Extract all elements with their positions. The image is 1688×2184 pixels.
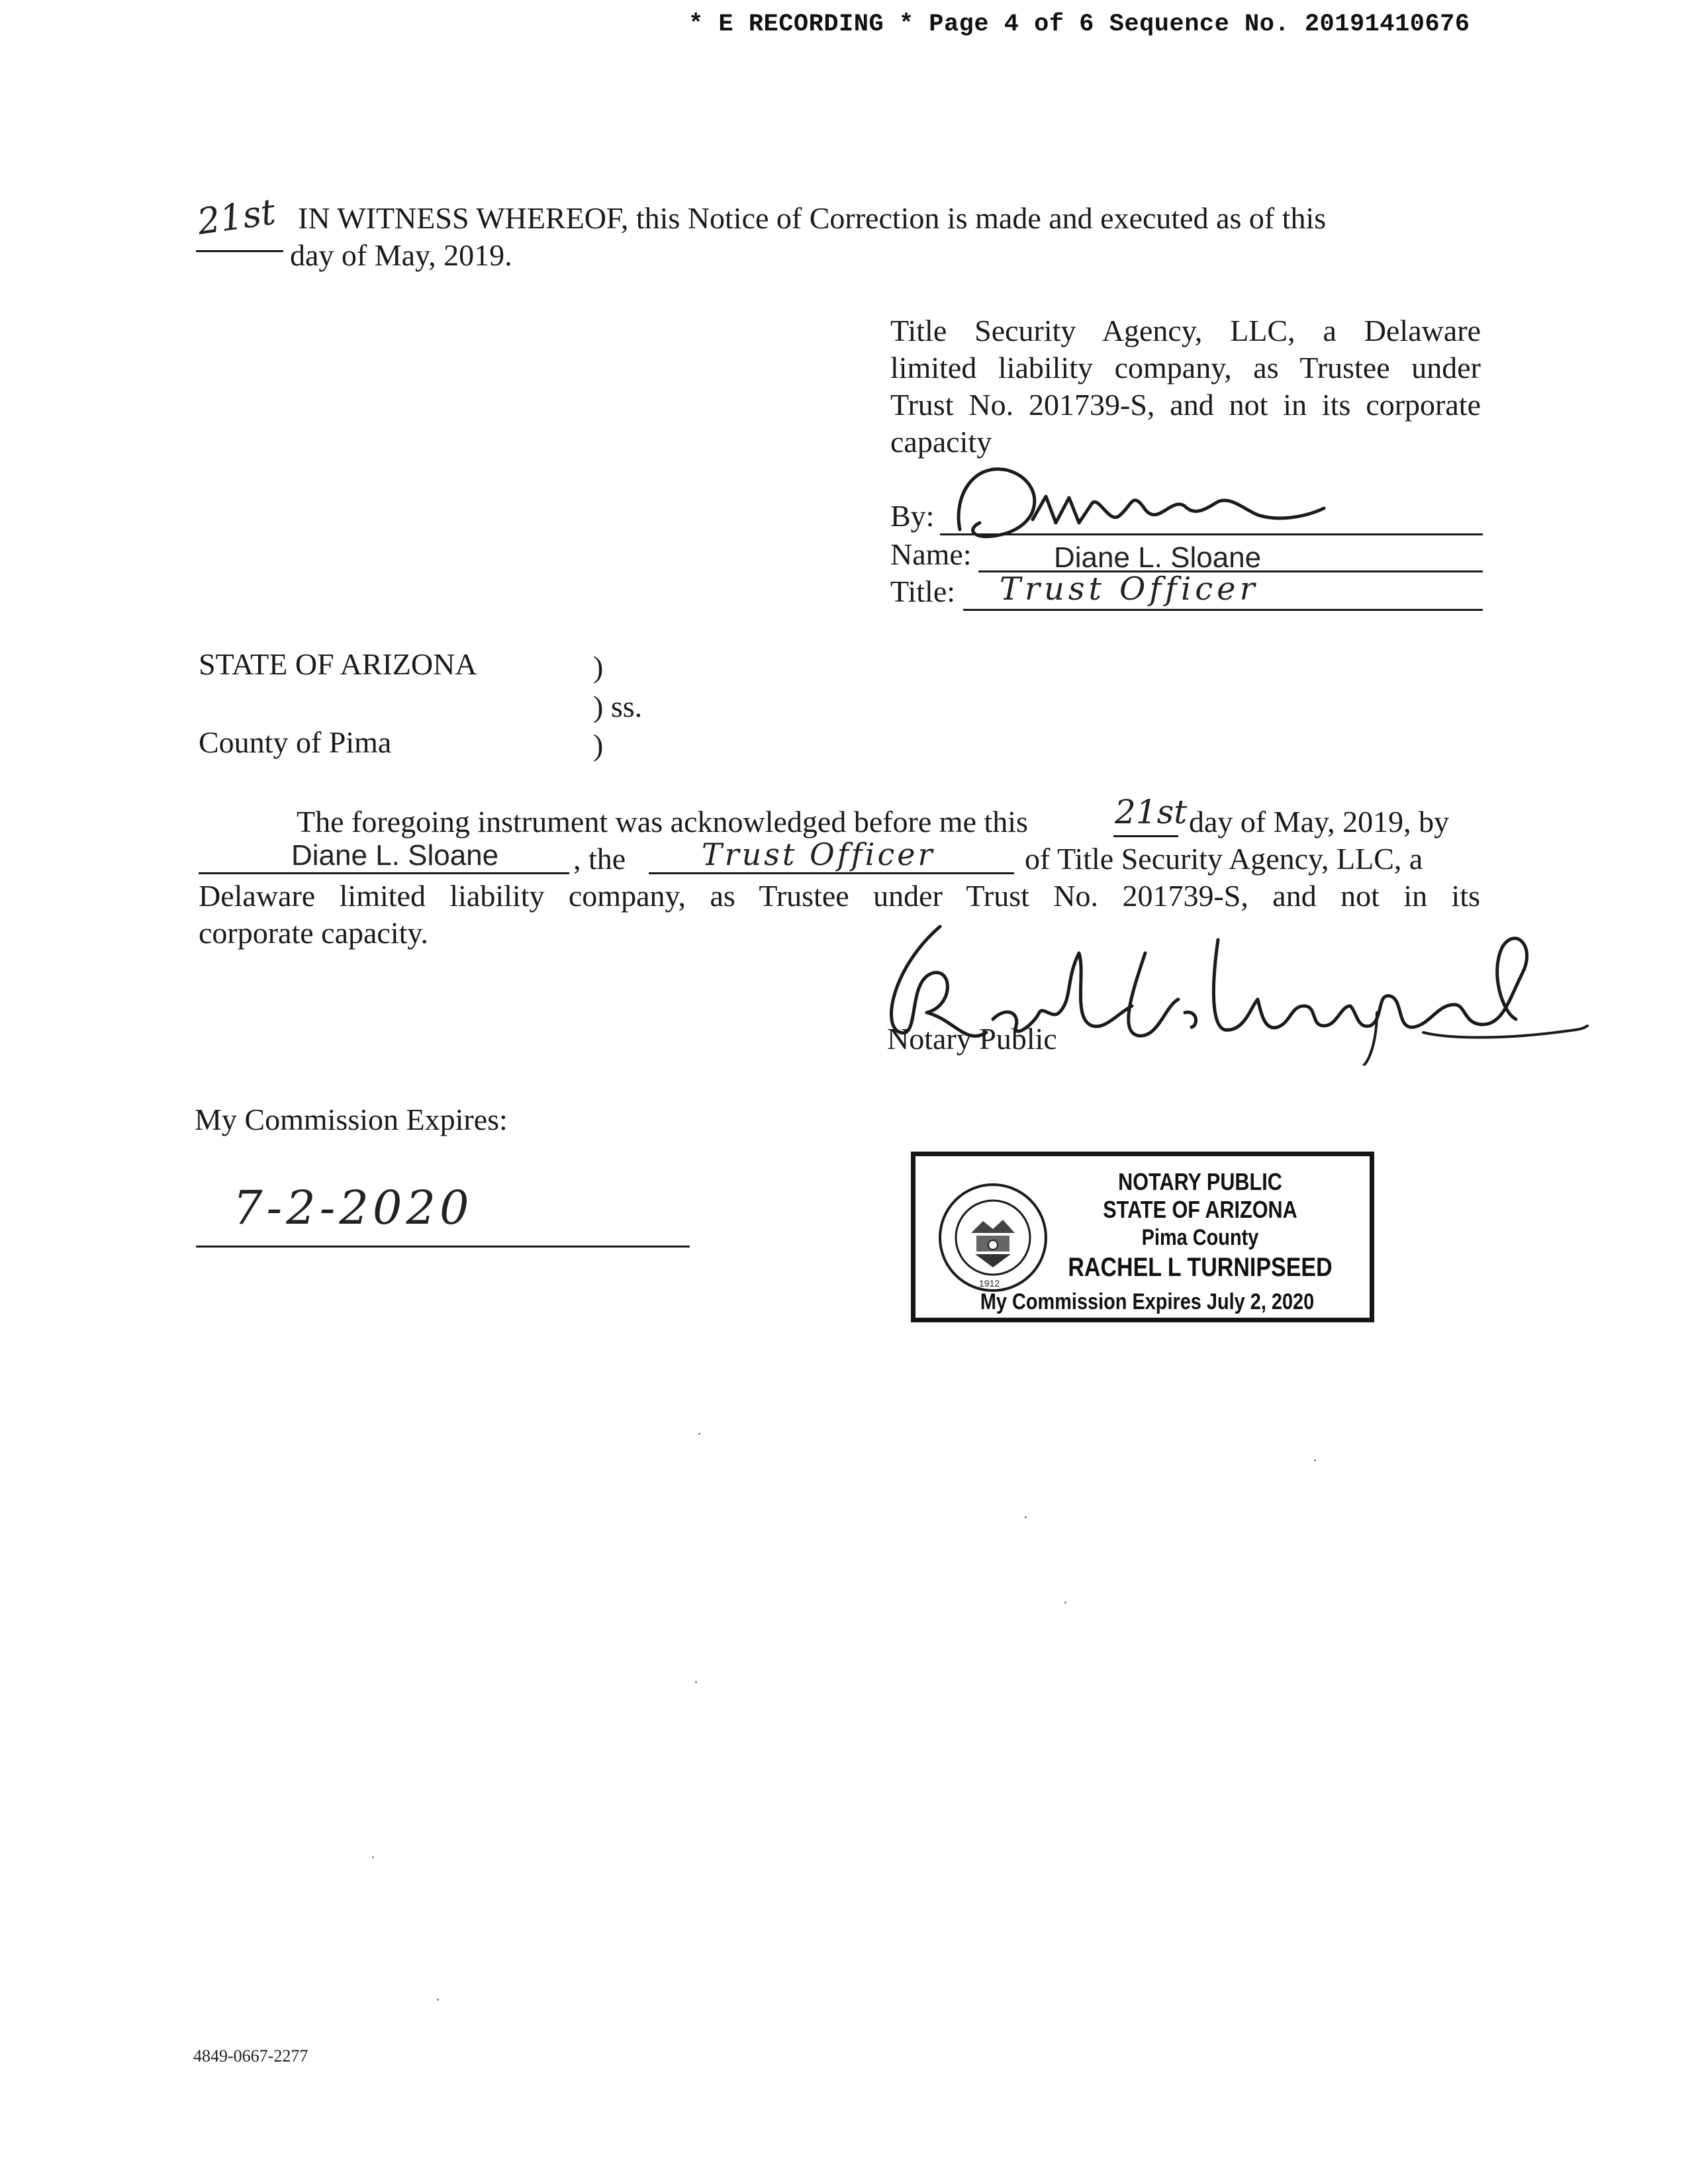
entity-line-2: limited liability company, as Trustee under bbox=[890, 351, 1481, 385]
stamp-line-3: Pima County bbox=[1141, 1225, 1259, 1250]
venue-paren-3: ) bbox=[593, 728, 604, 762]
ack-line-1-start: The foregoing instrument was acknowledged before me this bbox=[297, 805, 1028, 839]
seal-year: 1912 bbox=[979, 1278, 1000, 1289]
witness-date-line: day of May, 2019. bbox=[290, 238, 512, 272]
ack-line-1-end: day of May, 2019, by bbox=[1189, 805, 1450, 839]
arizona-seal-icon bbox=[937, 1181, 1049, 1294]
witness-handwritten-day: 21st bbox=[195, 191, 278, 243]
ack-the-word: , the bbox=[573, 842, 626, 876]
commission-label: My Commission Expires: bbox=[195, 1103, 508, 1136]
notary-public-label: Notary Public bbox=[887, 1022, 1057, 1056]
entity-line-4: capacity bbox=[890, 425, 992, 459]
ack-line-3: Delaware limited liability company, as Trustee under Trust No. 201739-S, and not in its bbox=[199, 879, 1480, 913]
ack-signer-line bbox=[199, 872, 569, 874]
entity-line-1: Title Security Agency, LLC, a Delaware bbox=[890, 314, 1481, 347]
venue-paren-1: ) bbox=[593, 650, 604, 684]
stamp-text bbox=[1041, 1168, 1359, 1283]
scan-speck bbox=[1025, 1516, 1027, 1518]
scan-speck bbox=[1064, 1602, 1066, 1604]
commission-date-handwritten: 7-2-2020 bbox=[233, 1181, 473, 1235]
venue-ss: ) ss. bbox=[593, 690, 643, 723]
witness-day-underline bbox=[196, 250, 283, 252]
ack-officer-handwritten: Trust Officer bbox=[702, 837, 935, 872]
ack-line-4: corporate capacity. bbox=[199, 916, 428, 950]
footer-doc-number: 4849-0667-2277 bbox=[193, 2046, 308, 2066]
ack-handwritten-day: 21st bbox=[1115, 793, 1188, 831]
scan-speck bbox=[372, 1856, 374, 1858]
witness-clause: IN WITNESS WHEREOF, this Notice of Correction is made and executed as of this bbox=[298, 201, 1327, 235]
commission-date-line bbox=[196, 1246, 690, 1248]
ack-officer-line bbox=[649, 872, 1014, 874]
ack-signer-typed: Diane L. Sloane bbox=[291, 839, 499, 872]
scan-speck bbox=[437, 1999, 439, 2001]
stamp-line-2: STATE OF ARIZONA bbox=[1103, 1196, 1297, 1223]
title-label: Title: bbox=[890, 574, 956, 608]
scan-speck bbox=[1314, 1459, 1316, 1461]
name-value: Diane L. Sloane bbox=[1054, 541, 1262, 574]
venue-state: STATE OF ARIZONA bbox=[199, 647, 477, 681]
scan-speck bbox=[695, 1681, 697, 1683]
name-label: Name: bbox=[890, 537, 972, 571]
stamp-line-4: RACHEL L TURNIPSEED bbox=[1068, 1253, 1333, 1282]
scan-speck bbox=[698, 1433, 700, 1435]
by-label: By: bbox=[890, 499, 935, 533]
title-line bbox=[963, 609, 1483, 611]
venue-county: County of Pima bbox=[199, 725, 392, 759]
ack-line-2-end: of Title Security Agency, LLC, a bbox=[1025, 842, 1423, 876]
recording-header: * E RECORDING * Page 4 of 6 Sequence No. 20191410676 bbox=[688, 11, 1470, 38]
entity-line-3: Trust No. 201739-S, and not in its corporate bbox=[890, 388, 1481, 422]
title-handwritten: Trust Officer bbox=[1000, 570, 1259, 608]
notary-stamp bbox=[911, 1152, 1374, 1322]
stamp-line-1: NOTARY PUBLIC bbox=[1118, 1168, 1282, 1195]
stamp-line-5: My Commission Expires July 2, 2020 bbox=[980, 1289, 1315, 1314]
ack-day-underline bbox=[1113, 835, 1178, 837]
